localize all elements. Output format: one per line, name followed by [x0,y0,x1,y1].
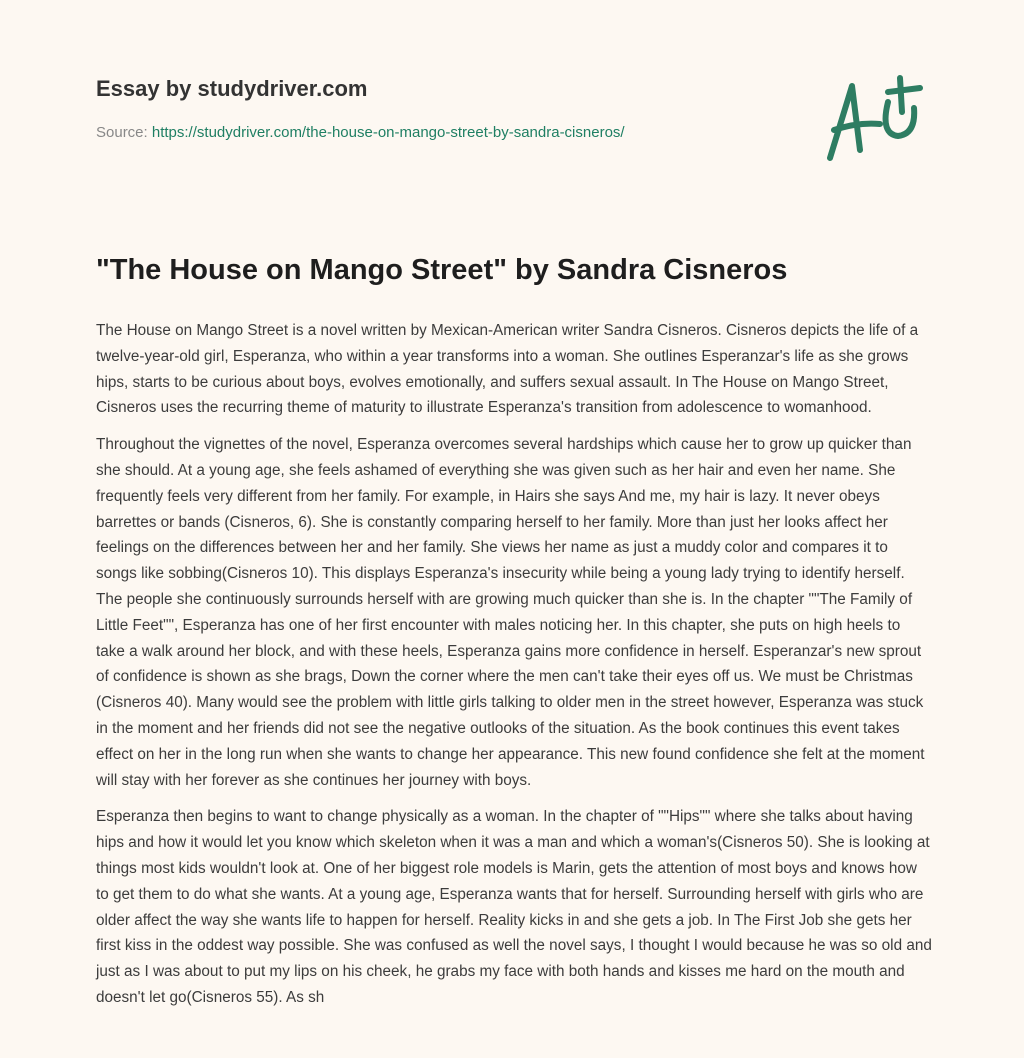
page-title: "The House on Mango Street" by Sandra Cisneros [96,254,788,286]
site-brand: Essay by studydriver.com [96,76,368,101]
source-line [96,124,625,141]
paragraph: The House on Mango Street is a novel written by Mexican-American writer Sandra Cisneros. Cisneros depicts the life of a twelve-year-old girl, Esperanza, who within a year transforms into a woman. She outlines Esperanzar's life as she grows hips, starts to be curious about boys, evolves emotionally, and suffers sexual assault. In The House on Mango Street, Cisneros uses the recurring theme of maturity to illustrate Esperanza's transition from adolescence to womanhood. [96,322,919,417]
essay-body [96,318,932,1022]
paragraph: Throughout the vignettes of the novel, Esperanza overcomes several hardships which cause her to grow up quicker than she should. At a young age, she feels ashamed of everything she was given such as her hair and even her name. She frequently feels very different from her family. For example, in Hairs she says And me, my hair is lazy. It never obeys barrettes or bands (Cisneros, 6). She is constantly comparing herself to her family. More than just her looks affect her feelings on the differences between her and her family. She views her name as just a muddy color and compares it to songs like sobbing(Cisneros 10). This displays Esperanza's insecurity while being a young lady trying to identify herself. The people she continuously surrounds herself with are growing much quicker than she is. In the chapter ""The Family of Little Feet"", Esperanza has one of her first encounter with males noticing her. In this chapter, she puts on high heels to take a walk around her block, and with these heels, Esperanza gains more confidence in herself. Esperanzar's new sprout of confidence is shown as she brags, Down the corner where the men can't take their eyes off us. We must be Christmas (Cisneros 40). Many would see the problem with little girls talking to older men in the street however, Esperanza was stuck in the moment and her friends did not see the negative outlooks of the situation. As the book continues this event takes effect on her in the long run when she wants to change her appearance. This new found confidence she felt at the moment will stay with her forever as she continues her journey with boys. [96,436,925,789]
source-label: Source: [96,124,148,141]
source-link[interactable]: https://studydriver.com/the-house-on-mango-street-by-sandra-cisneros/ [151,124,625,141]
paragraph: Esperanza then begins to want to change physically as a woman. In the chapter of ""Hips"" where she talks about having hips and how it would let you know which skeleton when it was a man and which a woman's(Cisneros 50). She is looking at things most kids wouldn't look at. One of her biggest role models is Marin, gets the attention of most boys and knows how to get them to do what she wants. At a young age, Esperanza wants that for herself. Surrounding herself with girls who are older affect the way she wants life to happen for herself. Reality kicks in and she gets a job. In The First Job she gets her first kiss in the oddest way possible. She was confused as well the novel says, I thought I would because he was so old and just as I was about to put my lips on his cheek, he grabs my face with both hands and kisses me hard on the mouth and doesn't let go(Cisneros 55). As sh [96,808,932,1006]
a-plus-logo-icon [818,72,928,164]
